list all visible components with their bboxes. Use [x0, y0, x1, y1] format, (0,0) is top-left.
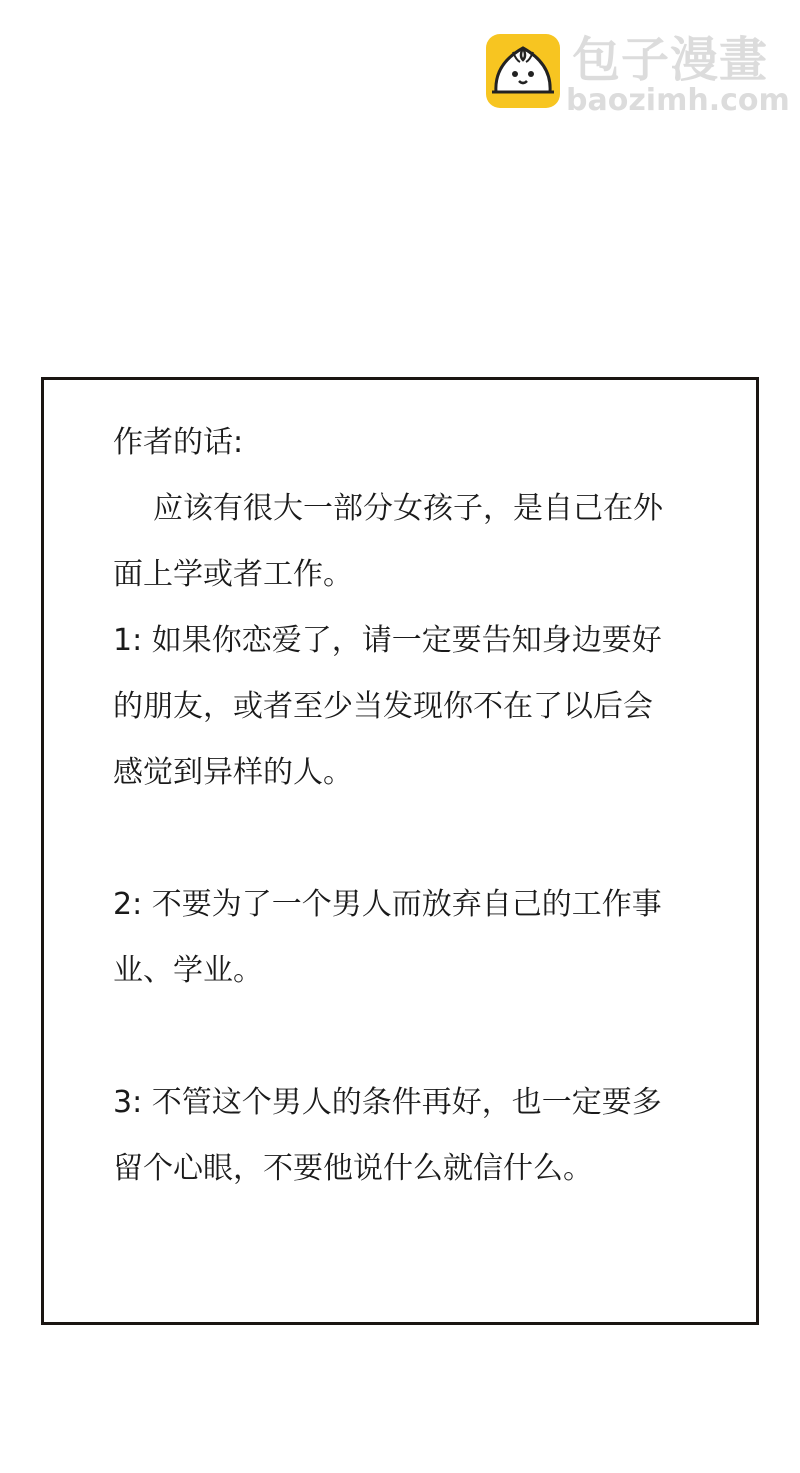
note-point1-line: 的朋友，或者至少当发现你不在了以后会: [113, 689, 653, 724]
note-intro-text: 应该有很大一部分女孩子，是自己在外: [153, 491, 663, 526]
note-heading: 作者的话:: [113, 425, 244, 460]
watermark-url: baozimh.com: [566, 83, 790, 118]
note-point2-line: 业、学业。: [113, 953, 263, 988]
author-note-text: [113, 410, 733, 1202]
note-point3-line: 3: 不管这个男人的条件再好，也一定要多: [113, 1085, 662, 1120]
watermark-brand-name: 包子漫畫: [572, 32, 769, 88]
note-point1-line: 1: 如果你恋爱了，请一定要告知身边要好: [113, 623, 662, 658]
bun-icon: [486, 34, 560, 108]
note-intro-line: [113, 476, 733, 542]
note-intro-line: 面上学或者工作。: [113, 557, 353, 592]
paragraph-gap: [113, 1004, 733, 1070]
note-point3-line: 留个心眼，不要他说什么就信什么。: [113, 1151, 593, 1186]
note-point1-line: 感觉到异样的人。: [113, 755, 353, 790]
watermark-logo: [486, 32, 790, 118]
note-point2-line: 2: 不要为了一个男人而放弃自己的工作事: [113, 887, 662, 922]
paragraph-gap: [113, 806, 733, 872]
author-note-panel: [41, 377, 759, 1325]
